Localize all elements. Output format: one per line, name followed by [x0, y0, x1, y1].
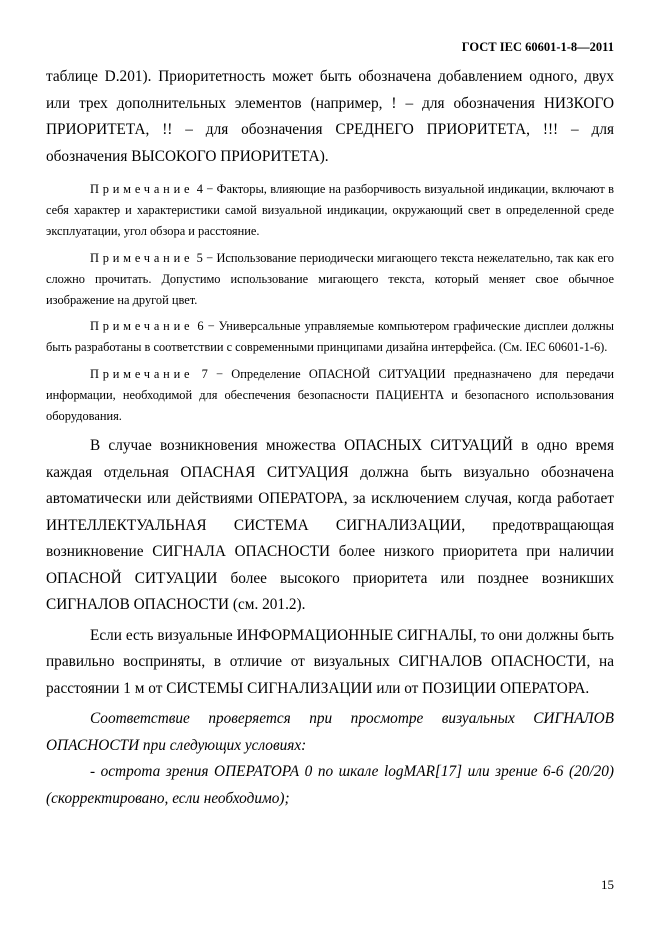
paragraph-priority-marking: таблице D.201). Приоритетность может быть обозначена добавлением одного, двух или трех дополнительных элементов (например, ! – для обозначения НИЗКОГО ПРИОРИТЕТА, !! – для обозначения СРЕДНЕГО ПРИОРИТЕТА, !!! – для обозначения ВЫСОКОГО ПРИОРИТЕТА). [46, 68, 614, 165]
note-6 [46, 316, 614, 358]
note-label: Примечание [90, 319, 194, 334]
note-5 [46, 248, 614, 312]
note-text: 4 − Факторы, влияющие на разборчивость визуальной индикации, включают в себя характер и характеристики самой визуальной индикации, окружающий свет в определенной среде эксплуатации, угол обзора и расстояние. [46, 182, 614, 239]
note-text: 6 − Универсальные управляемые компьютером графические дисплеи должны быть разработаны в соответствии с современными принципами дизайна интерфейса. (См. IEC 60601-1-6). [46, 319, 614, 355]
note-text: 5 − Использование периодически мигающего текста нежелательно, так как его сложно прочитать. Допустимо использование мигающего текста, который меняет свое обычное изображение на другой цвет. [46, 250, 614, 308]
paragraph-visual-acuity: - острота зрения ОПЕРАТОРА 0 по шкале logMAR[17] или зрение 6-6 (20/20) (скорректировано, если необходимо); [46, 763, 614, 807]
paragraph-multiple-hazards: В случае возникновения множества ОПАСНЫХ СИТУАЦИЙ в одно время каждая отдельная ОПАСНАЯ СИТУАЦИЯ должна быть визуально обозначена автоматически или действиями ОПЕРАТОРА, за исключением случая, когда работает ИНТЕЛЛЕКТУАЛЬНАЯ СИСТЕМА СИГНАЛИЗАЦИИ, предотвращающая возникновение СИГНАЛА ОПАСНОСТИ более низкого приоритета при наличии ОПАСНОЙ СИТУАЦИИ более высокого приоритета или позднее возникших СИГНАЛОВ ОПАСНОСТИ (см. 201.2). [46, 437, 614, 614]
note-label: Примечание [90, 182, 194, 196]
paragraph-information-signals: Если есть визуальные ИНФОРМАЦИОННЫЕ СИГНАЛЫ, то они должны быть правильно восприняты, в отличие от визуальных СИГНАЛОВ ОПАСНОСТИ, на расстоянии 1 м от СИСТЕМЫ СИГНАЛИЗАЦИИ или от ПОЗИЦИИ ОПЕРАТОРА. [46, 626, 614, 697]
note-label: Примечание [90, 250, 194, 265]
note-text: 7 − Определение ОПАСНОЙ СИТУАЦИИ предназначено для передачи информации, необходимой для обеспечения безопасности ПАЦИЕНТА и безопасного использования оборудования. [46, 366, 614, 424]
document-header: ГОСТ IEC 60601-1-8—2011 [461, 40, 614, 54]
note-4 [46, 179, 614, 243]
page-number: 15 [601, 877, 614, 892]
paragraph-compliance-check: Соответствие проверяется при просмотре визуальных СИГНАЛОВ ОПАСНОСТИ при следующих условиях: [46, 710, 614, 754]
note-7 [46, 364, 614, 428]
page-body [46, 64, 614, 812]
note-label: Примечание [90, 366, 194, 381]
